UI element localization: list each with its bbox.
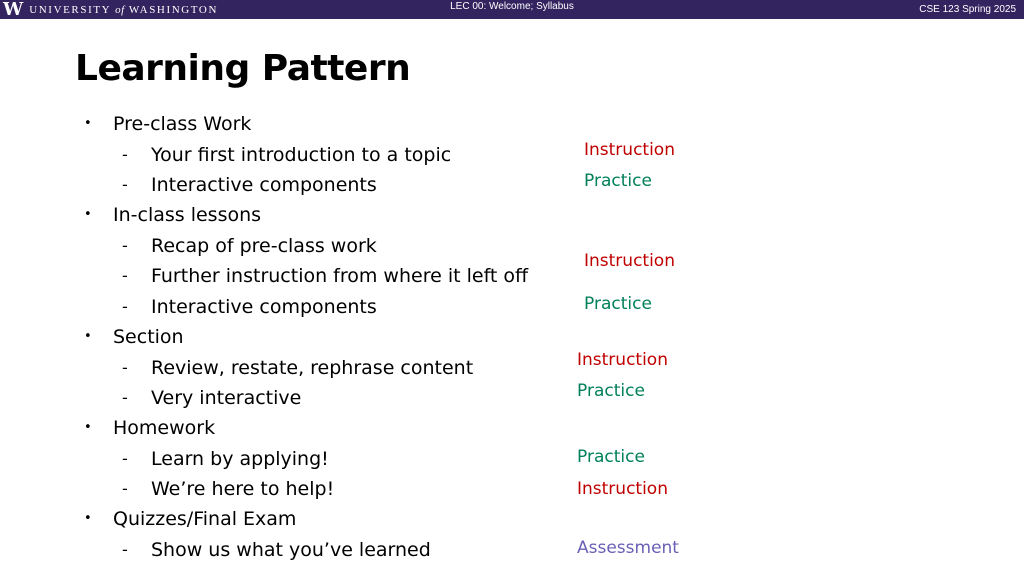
lecture-title: LEC 00: Welcome; Syllabus (450, 1, 574, 12)
uw-w-logo-icon: W (3, 0, 24, 20)
outline-subitem: We’re here to help! (151, 478, 335, 500)
dash-marker: - (122, 175, 128, 194)
course-label: CSE 123 Spring 2025 (919, 4, 1016, 15)
dash-marker: - (122, 388, 128, 407)
outline-item-quizzes-final-exam: Quizzes/Final Exam (113, 508, 297, 530)
bullet-marker: • (84, 116, 92, 131)
outline-item-pre-class-work: Pre-class Work (113, 113, 252, 135)
bullet-marker: • (84, 420, 92, 435)
tag-instruction: Instruction (584, 251, 675, 271)
dash-marker: - (122, 236, 128, 255)
tag-practice: Practice (584, 171, 652, 191)
wordmark-of: of (115, 3, 125, 16)
tag-instruction: Instruction (584, 140, 675, 160)
outline-subitem: Learn by applying! (151, 448, 329, 470)
outline-item-section: Section (113, 326, 184, 348)
outline-subitem: Interactive components (151, 296, 377, 318)
bullet-marker: • (84, 329, 92, 344)
outline-subitem: Interactive components (151, 174, 377, 196)
dash-marker: - (122, 358, 128, 377)
dash-marker: - (122, 540, 128, 559)
dash-marker: - (122, 449, 128, 468)
slide-title: Learning Pattern (75, 48, 411, 89)
dash-marker: - (122, 145, 128, 164)
outline-subitem: Recap of pre-class work (151, 235, 377, 257)
bullet-marker: • (84, 511, 92, 526)
bullet-marker: • (84, 207, 92, 222)
outline-subitem: Further instruction from where it left off (151, 265, 529, 287)
wordmark-washington: WASHINGTON (128, 3, 219, 16)
dash-marker: - (122, 266, 128, 285)
dash-marker: - (122, 297, 128, 316)
outline-item-homework: Homework (113, 417, 216, 439)
tag-practice: Practice (577, 447, 645, 467)
outline-item-in-class-lessons: In-class lessons (113, 204, 262, 226)
outline-subitem: Review, restate, rephrase content (151, 357, 474, 379)
tag-instruction: Instruction (577, 350, 668, 370)
tag-practice: Practice (584, 294, 652, 314)
outline-subitem: Show us what you’ve learned (151, 539, 431, 561)
header-bar (0, 0, 1024, 19)
tag-assessment: Assessment (577, 538, 679, 558)
wordmark-university: UNIVERSITY (29, 3, 111, 16)
tag-instruction: Instruction (577, 479, 668, 499)
outline-subitem: Very interactive (151, 387, 302, 409)
dash-marker: - (122, 479, 128, 498)
tag-practice: Practice (577, 381, 645, 401)
outline-subitem: Your first introduction to a topic (151, 144, 452, 166)
